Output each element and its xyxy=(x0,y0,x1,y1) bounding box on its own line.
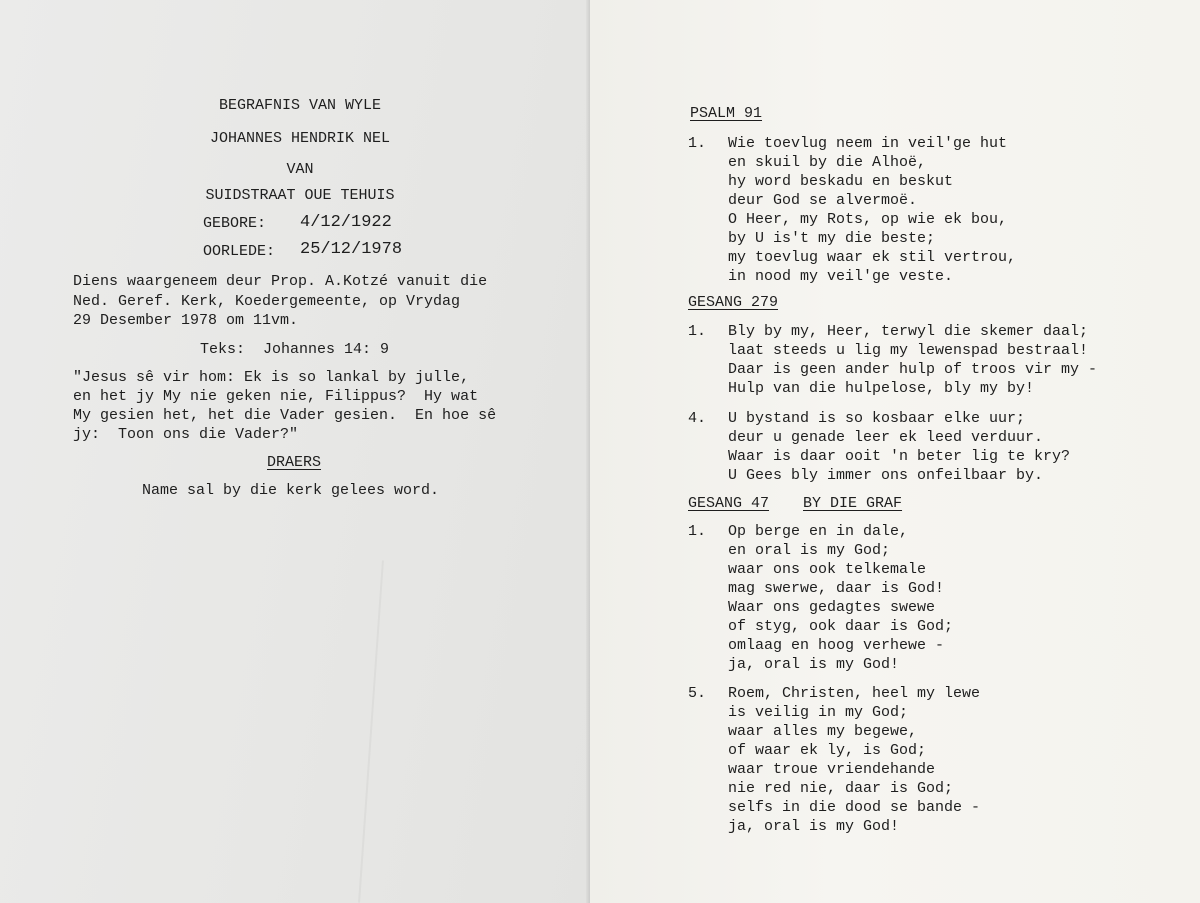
psalm-line: hy word beskadu en beskut xyxy=(728,173,954,190)
psalm-line: Wie toevlug neem in veil'ge hut xyxy=(728,135,1008,152)
gesang-47-verse-number: 5. xyxy=(688,685,707,702)
gesang-279-line: deur u genade leer ek leed verduur. xyxy=(728,429,1044,446)
gesang-47-line: ja, oral is my God! xyxy=(728,656,900,673)
bearers-heading: DRAERS xyxy=(267,454,322,471)
psalm-verse-number: 1. xyxy=(688,135,707,152)
born-date: 4/12/1922 xyxy=(300,213,392,232)
gesang-47-line: waar troue vriendehande xyxy=(728,761,936,778)
gesang-47-line: of styg, ook daar is God; xyxy=(728,618,954,635)
title-line-1: BEGRAFNIS VAN WYLE xyxy=(218,97,382,114)
right-page xyxy=(590,0,1200,903)
psalm-line: in nood my veil'ge veste. xyxy=(728,268,954,285)
gesang-279-verse-number: 1. xyxy=(688,323,707,340)
service-line-2: Ned. Geref. Kerk, Koedergemeente, op Vrydag xyxy=(73,293,461,310)
gesang-47-line: Op berge en in dale, xyxy=(728,523,909,540)
gesang-47-line: ja, oral is my God! xyxy=(728,818,900,835)
gesang-47-verse-number: 1. xyxy=(688,523,707,540)
died-label: OORLEDE: xyxy=(203,243,276,260)
gesang-47-heading: GESANG 47 xyxy=(688,495,770,512)
psalm-line: my toevlug waar ek stil vertrou, xyxy=(728,249,1017,266)
psalm-91-heading: PSALM 91 xyxy=(690,105,763,122)
psalm-line: en skuil by die Alhoë, xyxy=(728,154,927,171)
title-line-3: VAN xyxy=(286,161,314,178)
psalm-line: deur God se alvermoë. xyxy=(728,192,918,209)
quote-line-3: My gesien het, het die Vader gesien. En hoe sê xyxy=(73,407,497,424)
gesang-47-line: mag swerwe, daar is God! xyxy=(728,580,945,597)
gesang-279-line: Hulp van die hulpelose, bly my by! xyxy=(728,380,1035,397)
service-line-1: Diens waargeneem deur Prop. A.Kotzé vanuit die xyxy=(73,273,488,290)
gesang-279-verse-number: 4. xyxy=(688,410,707,427)
title-line-4: SUIDSTRAAT OUE TEHUIS xyxy=(205,187,395,204)
psalm-line: by U is't my die beste; xyxy=(728,230,936,247)
gesang-279-line: U bystand is so kosbaar elke uur; xyxy=(728,410,1026,427)
psalm-line: O Heer, my Rots, op wie ek bou, xyxy=(728,211,1008,228)
gesang-47-line: waar alles my begewe, xyxy=(728,723,918,740)
scripture-reference: Teks: Johannes 14: 9 xyxy=(200,341,390,358)
gesang-279-line: Waar is daar ooit 'n beter lig te kry? xyxy=(728,448,1071,465)
gesang-279-line: U Gees bly immer ons onfeilbaar by. xyxy=(728,467,1044,484)
gesang-279-line: Daar is geen ander hulp of troos vir my - xyxy=(728,361,1098,378)
gesang-47-line: omlaag en hoog verhewe - xyxy=(728,637,945,654)
title-line-2: JOHANNES HENDRIK NEL xyxy=(209,130,391,147)
quote-line-1: "Jesus sê vir hom: Ek is so lankal by julle, xyxy=(73,369,470,386)
gesang-47-subheading: BY DIE GRAF xyxy=(803,495,903,512)
gesang-47-line: nie red nie, daar is God; xyxy=(728,780,954,797)
left-page xyxy=(0,0,590,903)
gesang-47-line: is veilig in my God; xyxy=(728,704,909,721)
gesang-47-line: Waar ons gedagtes swewe xyxy=(728,599,936,616)
born-label: GEBORE: xyxy=(203,215,267,232)
gesang-47-line: en oral is my God; xyxy=(728,542,891,559)
died-date: 25/12/1978 xyxy=(300,240,403,259)
quote-line-4: jy: Toon ons die Vader?" xyxy=(73,426,299,443)
gesang-47-line: selfs in die dood se bande - xyxy=(728,799,981,816)
gesang-279-heading: GESANG 279 xyxy=(688,294,779,311)
service-line-3: 29 Desember 1978 om 11vm. xyxy=(73,312,299,329)
bearers-note: Name sal by die kerk gelees word. xyxy=(142,482,440,499)
gesang-279-line: Bly by my, Heer, terwyl die skemer daal; xyxy=(728,323,1089,340)
gesang-47-line: Roem, Christen, heel my lewe xyxy=(728,685,981,702)
gesang-47-line: of waar ek ly, is God; xyxy=(728,742,927,759)
gesang-279-line: laat steeds u lig my lewenspad bestraal! xyxy=(728,342,1089,359)
gesang-47-line: waar ons ook telkemale xyxy=(728,561,927,578)
paper-crease xyxy=(358,560,384,902)
quote-line-2: en het jy My nie geken nie, Filippus? Hy wat xyxy=(73,388,479,405)
